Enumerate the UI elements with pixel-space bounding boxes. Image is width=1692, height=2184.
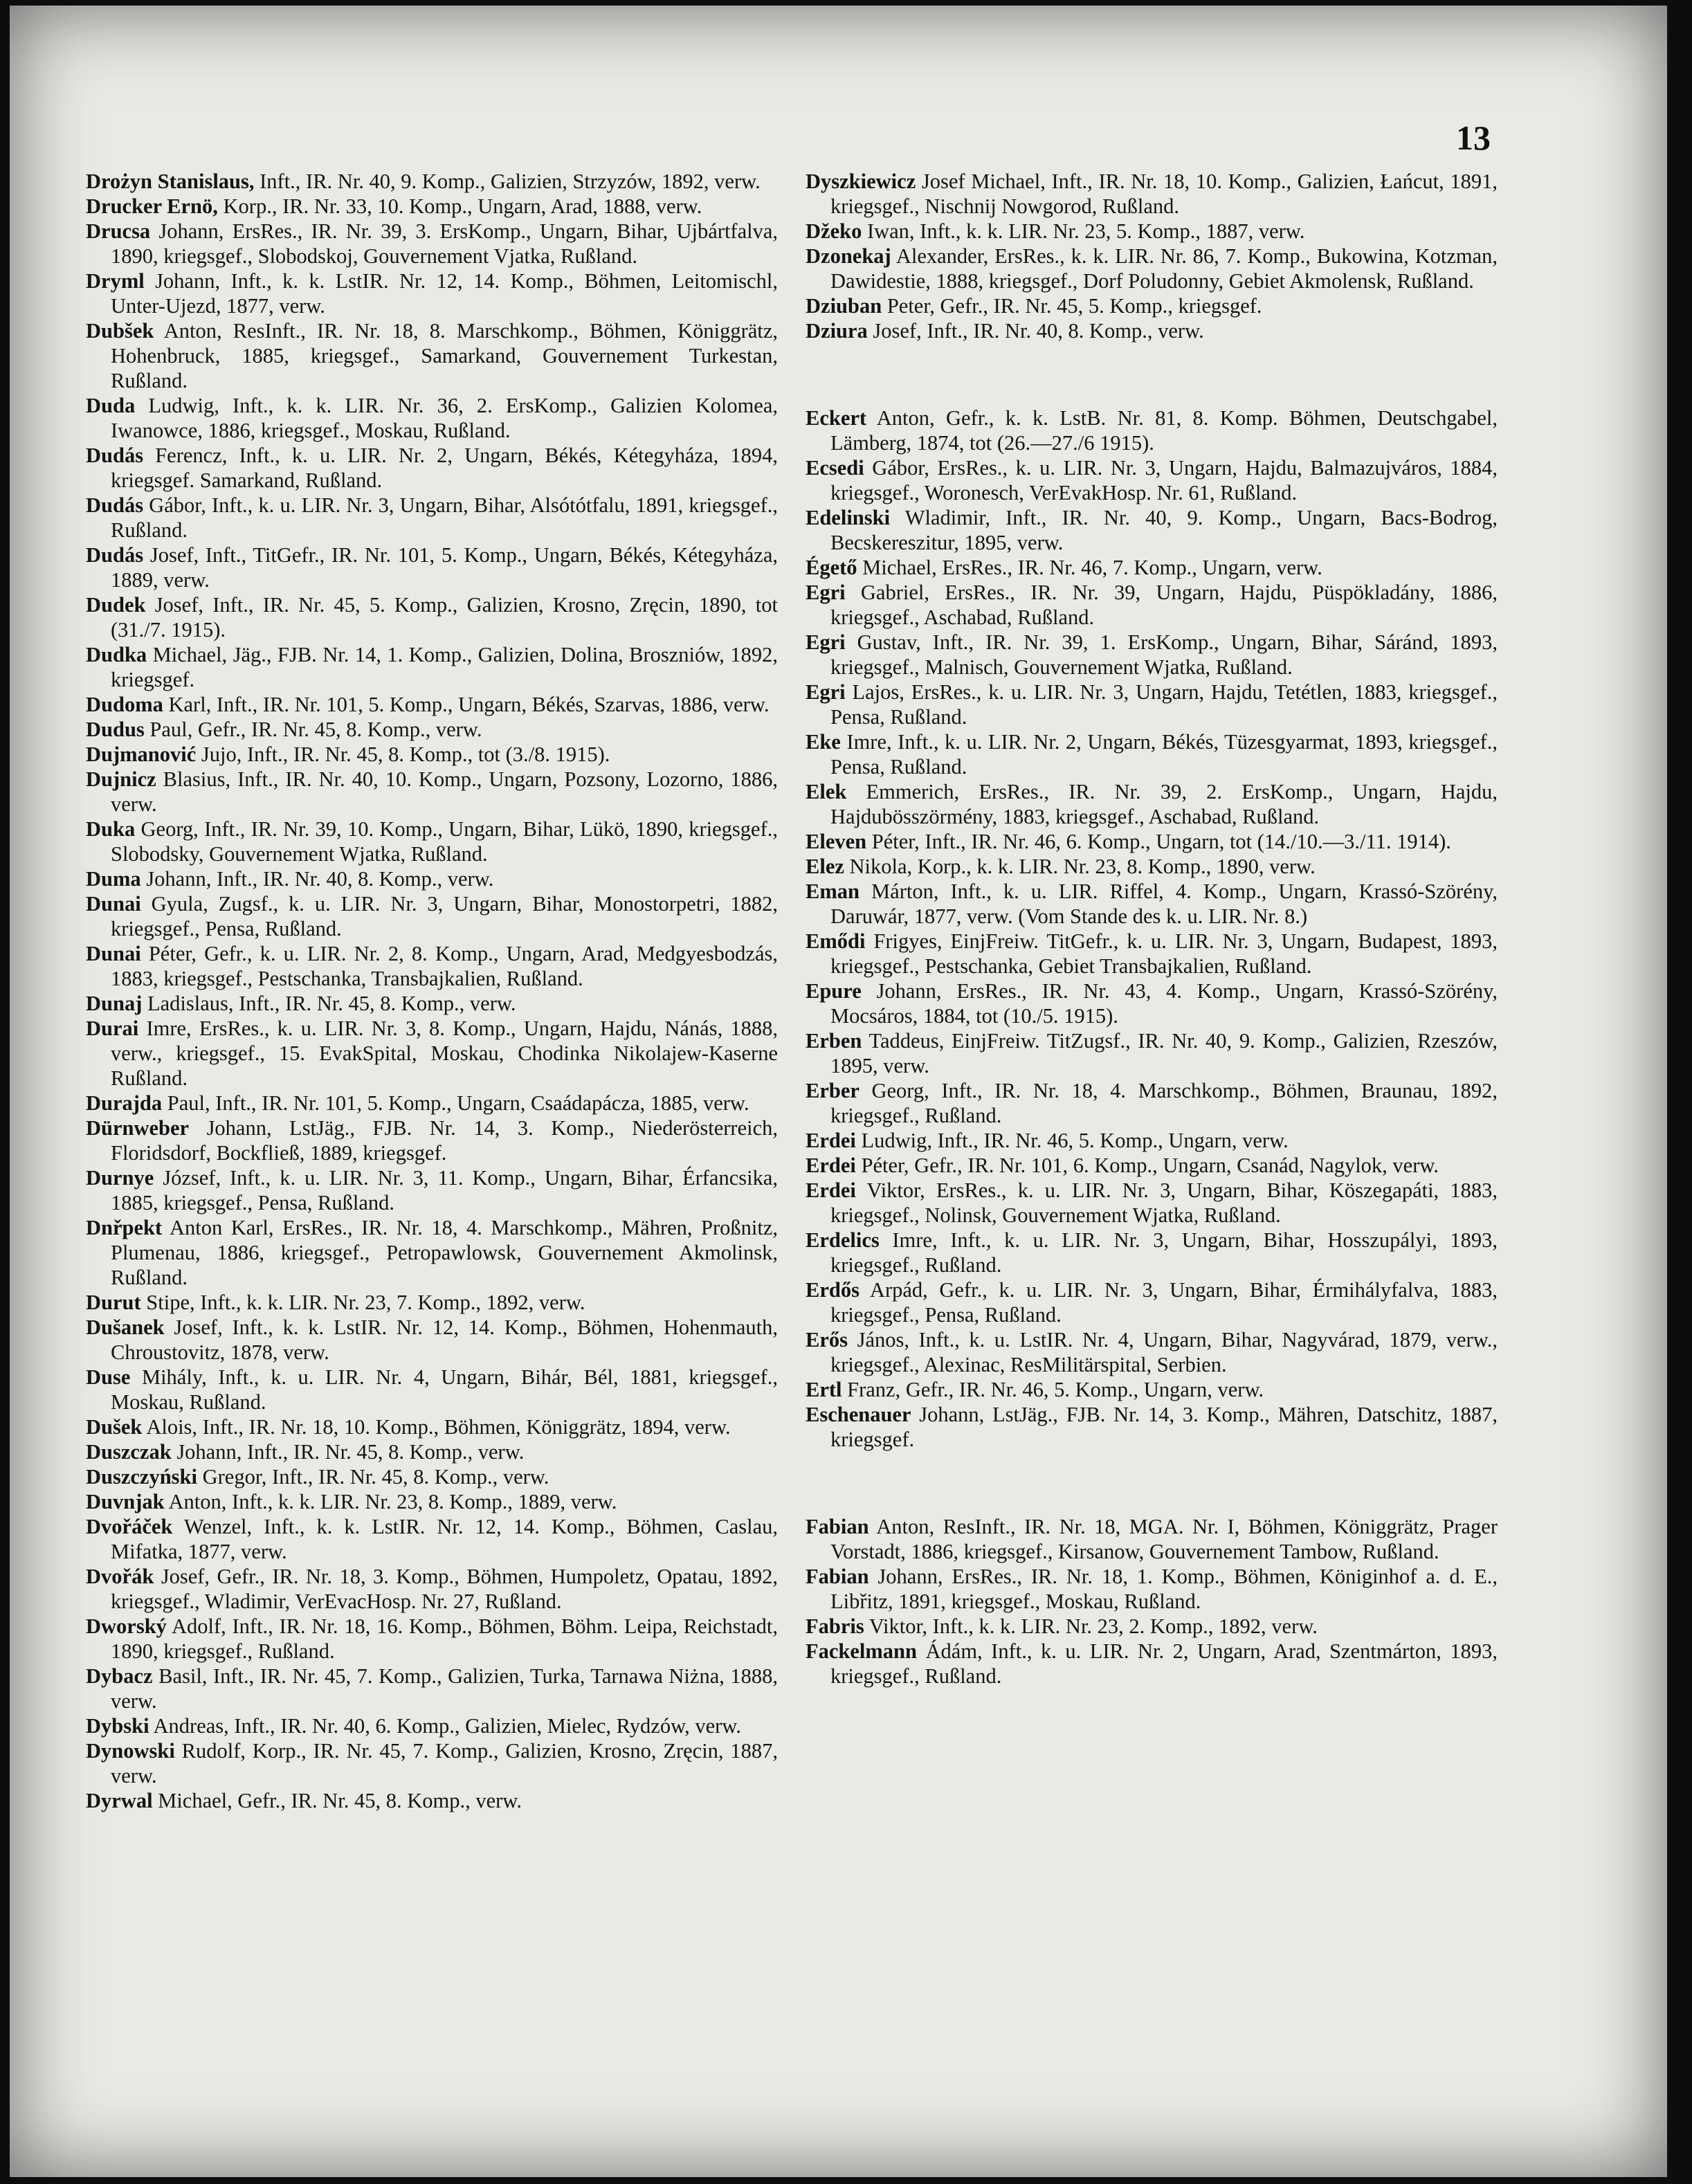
entry-surname: Dryml bbox=[86, 269, 145, 293]
register-entry bbox=[86, 1464, 778, 1489]
entry-details: Rudolf, Korp., IR. Nr. 45, 7. Komp., Galizien, Krosno, Zręcin, 1887, verw. bbox=[111, 1739, 778, 1787]
register-entry bbox=[806, 680, 1498, 729]
entry-details: Imre, Inft., k. u. LIR. Nr. 3, Ungarn, Bihar, Hosszupályi, 1893, kriegsgef., Rußland. bbox=[830, 1228, 1498, 1277]
entry-surname: Eckert bbox=[806, 406, 867, 430]
entry-details: Gábor, ErsRes., k. u. LIR. Nr. 3, Ungarn, Hajdu, Balmazujváros, 1884, kriegsgef., Woronesch, VerEvakHosp. Nr. 61, Rußland. bbox=[830, 456, 1498, 504]
entry-surname: Drucsa bbox=[86, 219, 151, 243]
entry-details: Arpád, Gefr., k. u. LIR. Nr. 3, Ungarn, Bihar, Érmihályfalva, 1883, kriegsgef., Pensa, Rußland. bbox=[830, 1278, 1498, 1327]
register-entry bbox=[806, 1639, 1498, 1689]
register-entry bbox=[806, 1228, 1498, 1277]
register-entry bbox=[86, 493, 778, 543]
register-entry bbox=[86, 592, 778, 642]
entry-details: Michael, ErsRes., IR. Nr. 46, 7. Komp., Ungarn, verw. bbox=[862, 556, 1322, 579]
register-entry bbox=[86, 443, 778, 493]
entry-details: Imre, Inft., k. u. LIR. Nr. 2, Ungarn, Békés, Tüzesgyarmat, 1893, kriegsgef., Pensa, Rußland. bbox=[830, 730, 1498, 779]
register-entry bbox=[806, 555, 1498, 580]
entry-surname: Duse bbox=[86, 1365, 131, 1389]
entry-details: Anton, ResInft., IR. Nr. 18, 8. Marschkomp., Böhmen, Königgrätz, Hohenbruck, 1885, kriegsgef., Samarkand, Gouvernement Turkestan, Rußland. bbox=[111, 319, 778, 392]
entry-surname: Dvořáček bbox=[86, 1515, 173, 1538]
entry-surname: Durnye bbox=[86, 1166, 154, 1190]
entry-surname: Dudka bbox=[86, 643, 147, 666]
entry-details: Péter, Inft., IR. Nr. 46, 6. Komp., Ungarn, tot (14./10.—3./11. 1914). bbox=[871, 830, 1451, 853]
register-entry bbox=[86, 991, 778, 1016]
register-entry bbox=[806, 505, 1498, 555]
entry-surname: Dvořák bbox=[86, 1565, 154, 1588]
register-entry bbox=[86, 642, 778, 692]
register-entry bbox=[86, 1414, 778, 1439]
entry-surname: Dnřpekt bbox=[86, 1216, 163, 1239]
entry-surname: Egri bbox=[806, 581, 846, 604]
register-entry bbox=[806, 1078, 1498, 1128]
register-entry bbox=[86, 269, 778, 318]
register-entry bbox=[86, 1016, 778, 1091]
register-entry bbox=[86, 1365, 778, 1414]
register-entry bbox=[806, 1377, 1498, 1402]
entry-details: Johann, Inft., IR. Nr. 45, 8. Komp., verw. bbox=[176, 1440, 525, 1464]
entry-surname: Dzonekaj bbox=[806, 244, 891, 268]
entry-details: Johann, ErsRes., IR. Nr. 18, 1. Komp., Böhmen, Königinhof a. d. E., Libřitz, 1891, kriegsgef., Moskau, Rußland. bbox=[830, 1565, 1498, 1613]
entry-details: Gabriel, ErsRes., IR. Nr. 39, Ungarn, Hajdu, Püspökladány, 1886, kriegsgef., Aschabad, Rußland. bbox=[830, 581, 1498, 629]
entry-surname: Erős bbox=[806, 1328, 848, 1352]
entry-details: Frigyes, EinjFreiw. TitGefr., k. u. LIR. Nr. 3, Ungarn, Budapest, 1893, kriegsgef., Pestschanka, Gebiet Transbajkalien, Rußland. bbox=[830, 929, 1498, 978]
entry-details: Josef, Gefr., IR. Nr. 18, 3. Komp., Böhmen, Humpoletz, Opatau, 1892, kriegsgef., Wladimir, VerEvacHosp. Nr. 27, Rußland. bbox=[111, 1565, 778, 1613]
register-entry bbox=[806, 318, 1498, 343]
entry-surname: Erdei bbox=[806, 1129, 856, 1152]
entry-details: Johann, LstJäg., FJB. Nr. 14, 3. Komp., Mähren, Datschitz, 1887, kriegsgef. bbox=[830, 1403, 1498, 1451]
entry-details: Gábor, Inft., k. u. LIR. Nr. 3, Ungarn, Bihar, Alsótótfalu, 1891, kriegsgef., Rußland. bbox=[111, 493, 779, 542]
entry-details: Anton Karl, ErsRes., IR. Nr. 18, 4. Marschkomp., Mähren, Proßnitz, Plumenau, 1886, kriegsgef., Petropawlowsk, Gouvernement Akmolinsk, Rußland. bbox=[111, 1216, 778, 1289]
entry-surname: Eleven bbox=[806, 830, 867, 853]
register-entry bbox=[806, 244, 1498, 293]
entry-details: Mihály, Inft., k. u. LIR. Nr. 4, Ungarn, Bihár, Bél, 1881, kriegsgef., Moskau, Rußland. bbox=[111, 1365, 779, 1414]
entry-details: József, Inft., k. u. LIR. Nr. 3, 11. Komp., Ungarn, Bihar, Érfancsika, 1885, kriegsgef., Pensa, Rußland. bbox=[111, 1166, 779, 1214]
entry-surname: Duszczyński bbox=[86, 1465, 197, 1489]
entry-details: Márton, Inft., k. u. LIR. Riffel, 4. Komp., Ungarn, Krassó-Szörény, Daruwár, 1877, verw. (Vom Stande des k. u. LIR. Nr. 8.) bbox=[830, 880, 1498, 928]
entry-details: Stipe, Inft., k. k. LIR. Nr. 23, 7. Komp., 1892, verw. bbox=[146, 1291, 585, 1314]
entry-details: Paul, Gefr., IR. Nr. 45, 8. Komp., verw. bbox=[149, 718, 482, 741]
entry-details: Anton, Inft., k. k. LIR. Nr. 23, 8. Komp., 1889, verw. bbox=[168, 1490, 617, 1513]
entry-details: Anton, Gefr., k. k. LstB. Nr. 81, 8. Komp. Böhmen, Deutschgabel, Lämberg, 1874, tot (26.—27./6 1915). bbox=[830, 406, 1498, 455]
register-entry bbox=[86, 1564, 778, 1614]
entry-details: Imre, ErsRes., k. u. LIR. Nr. 3, 8. Komp., Ungarn, Hajdu, Nánás, 1888, verw., kriegsgef., 15. EvakSpital, Moskau, Chodinka Nikolajew-Kaserne Rußland. bbox=[111, 1017, 779, 1090]
entry-details: Viktor, Inft., k. k. LIR. Nr. 23, 2. Komp., 1892, verw. bbox=[868, 1614, 1318, 1638]
entry-surname: Elez bbox=[806, 855, 844, 878]
entry-surname: Dujnicz bbox=[86, 767, 156, 791]
register-entry bbox=[806, 580, 1498, 630]
entry-surname: Duvnjak bbox=[86, 1490, 165, 1513]
register-entry bbox=[86, 767, 778, 817]
entry-surname: Dudás bbox=[86, 444, 144, 467]
entry-details: Andreas, Inft., IR. Nr. 40, 6. Komp., Galizien, Mielec, Rydzów, verw. bbox=[153, 1714, 741, 1738]
entry-details: Blasius, Inft., IR. Nr. 40, 10. Komp., Ungarn, Pozsony, Lozorno, 1886, verw. bbox=[111, 767, 778, 816]
entry-surname: Dyszkiewicz bbox=[806, 170, 916, 193]
register-entry bbox=[806, 879, 1498, 929]
entry-surname: Dudás bbox=[86, 543, 144, 567]
entry-surname: Erdős bbox=[806, 1278, 859, 1302]
entry-surname: Dziuban bbox=[806, 294, 882, 318]
register-entry bbox=[806, 1128, 1498, 1153]
register-entry bbox=[86, 1091, 778, 1116]
entry-details: Josef, Inft., TitGefr., IR. Nr. 101, 5. Komp., Ungarn, Békés, Kétegyháza, 1889, verw. bbox=[111, 543, 778, 592]
register-entry bbox=[86, 1116, 778, 1165]
register-entry bbox=[86, 1664, 778, 1713]
entry-surname: Dušek bbox=[86, 1415, 143, 1439]
entry-surname: Duda bbox=[86, 394, 136, 417]
entry-details: Josef, Inft., k. k. LstIR. Nr. 12, 14. Komp., Böhmen, Hohenmauth, Chroustovitz, 1878, verw. bbox=[111, 1316, 778, 1364]
entry-surname: Eman bbox=[806, 880, 859, 903]
entry-surname: Eke bbox=[806, 730, 841, 754]
page-number: 13 bbox=[1456, 118, 1491, 157]
entry-surname: Eschenauer bbox=[806, 1403, 911, 1426]
entry-surname: Ertl bbox=[806, 1378, 842, 1401]
entry-details: Gregor, Inft., IR. Nr. 45, 8. Komp., verw. bbox=[202, 1465, 549, 1489]
entry-surname: Fackelmann bbox=[806, 1639, 917, 1663]
entry-details: Johann, Inft., IR. Nr. 40, 8. Komp., verw. bbox=[146, 867, 494, 891]
entry-details: Franz, Gefr., IR. Nr. 46, 5. Komp., Ungarn, verw. bbox=[847, 1378, 1264, 1401]
entry-details: Ferencz, Inft., k. u. LIR. Nr. 2, Ungarn, Békés, Kétegyháza, 1894, kriegsgef. Samarkand, Rußland. bbox=[111, 444, 778, 492]
entry-surname: Erdei bbox=[806, 1154, 856, 1177]
register-entry bbox=[86, 742, 778, 767]
entry-details: Georg, Inft., IR. Nr. 18, 4. Marschkomp., Böhmen, Braunau, 1892, kriegsgef., Rußland. bbox=[830, 1079, 1498, 1127]
entry-surname: Džeko bbox=[806, 219, 862, 243]
entry-details: Peter, Gefr., IR. Nr. 45, 5. Komp., kriegsgef. bbox=[886, 294, 1262, 318]
register-entry bbox=[86, 318, 778, 393]
entry-surname: Dworský bbox=[86, 1614, 167, 1638]
register-entry bbox=[806, 1028, 1498, 1078]
register-entry bbox=[806, 729, 1498, 779]
entry-details: Péter, Gefr., k. u. LIR. Nr. 2, 8. Komp., Ungarn, Arad, Medgyesbodzás, 1883, kriegsgef., Pestschanka, Transbajkalien, Rußland. bbox=[111, 942, 778, 990]
register-entry bbox=[806, 1402, 1498, 1452]
register-entry bbox=[806, 779, 1498, 829]
register-entry bbox=[86, 1514, 778, 1564]
entry-surname: Erben bbox=[806, 1029, 862, 1053]
entry-surname: Durut bbox=[86, 1291, 141, 1314]
entry-surname: Dunai bbox=[86, 942, 141, 965]
entry-details: Gyula, Zugsf., k. u. LIR. Nr. 3, Ungarn, Bihar, Monostorpetri, 1882, kriegsgef., Pensa, Rußland. bbox=[111, 892, 778, 940]
register-entry bbox=[86, 1290, 778, 1315]
entry-details: János, Inft., k. u. LstIR. Nr. 4, Ungarn, Bihar, Nagyvárad, 1879, verw., kriegsgef., Alexinac, ResMilitärspital, Serbien. bbox=[830, 1328, 1498, 1376]
left-column bbox=[86, 169, 778, 1813]
entry-details: Inft., IR. Nr. 40, 9. Komp., Galizien, Strzyzów, 1892, verw. bbox=[260, 170, 761, 193]
register-entry bbox=[806, 1614, 1498, 1639]
register-entry bbox=[806, 1277, 1498, 1327]
register-entry bbox=[86, 1315, 778, 1365]
entry-details: Johann, LstJäg., FJB. Nr. 14, 3. Komp., Niederösterreich, Floridsdorf, Bockfließ, 1889, kriegsgef. bbox=[111, 1116, 779, 1165]
right-column bbox=[806, 169, 1498, 1689]
entry-details: Karl, Inft., IR. Nr. 101, 5. Komp., Ungarn, Békés, Szarvas, 1886, verw. bbox=[168, 693, 770, 716]
entry-details: Emmerich, ErsRes., IR. Nr. 39, 2. ErsKomp., Ungarn, Hajdu, Hajdubösszörmény, 1883, kriegsgef., Aschabad, Rußland. bbox=[830, 780, 1498, 828]
register-entry bbox=[86, 1738, 778, 1788]
entry-surname: Égető bbox=[806, 556, 857, 579]
entry-surname: Ecsedi bbox=[806, 456, 864, 480]
entry-surname: Egri bbox=[806, 680, 846, 704]
register-entry bbox=[806, 455, 1498, 505]
entry-details: Iwan, Inft., k. k. LIR. Nr. 23, 5. Komp., 1887, verw. bbox=[866, 219, 1305, 243]
entry-details: Ladislaus, Inft., IR. Nr. 45, 8. Komp., verw. bbox=[147, 992, 516, 1015]
entry-surname: Erdei bbox=[806, 1179, 856, 1202]
entry-details: Ádám, Inft., k. u. LIR. Nr. 2, Ungarn, Arad, Szentmárton, 1893, kriegsgef., Rußland. bbox=[830, 1639, 1498, 1688]
entry-surname: Fabris bbox=[806, 1614, 864, 1638]
entry-details: Gustav, Inft., IR. Nr. 39, 1. ErsKomp., Ungarn, Bihar, Sáránd, 1893, kriegsgef., Malnisch, Gouvernement Wjatka, Rußland. bbox=[830, 630, 1498, 679]
entry-surname: Dušanek bbox=[86, 1316, 165, 1339]
register-entry bbox=[806, 630, 1498, 680]
entry-details: Lajos, ErsRes., k. u. LIR. Nr. 3, Ungarn, Hajdu, Tetétlen, 1883, kriegsgef., Pensa, Rußland. bbox=[830, 680, 1498, 729]
register-entry bbox=[806, 854, 1498, 879]
register-entry bbox=[86, 1788, 778, 1813]
register-entry bbox=[86, 891, 778, 941]
entry-surname: Epure bbox=[806, 979, 862, 1003]
register-entry bbox=[86, 1215, 778, 1290]
register-entry bbox=[806, 1178, 1498, 1228]
entry-surname: Dudek bbox=[86, 593, 146, 617]
entry-surname: Durai bbox=[86, 1017, 139, 1040]
register-entry bbox=[806, 406, 1498, 455]
entry-surname: Duszczak bbox=[86, 1440, 172, 1464]
register-entry bbox=[806, 169, 1498, 219]
entry-details: Josef Michael, Inft., IR. Nr. 18, 10. Komp., Galizien, Łańcut, 1891, kriegsgef., Nischnij Nowgorod, Rußland. bbox=[830, 170, 1498, 218]
entry-surname: Dybski bbox=[86, 1714, 149, 1738]
register-entry bbox=[806, 1153, 1498, 1178]
entry-surname: Dudoma bbox=[86, 693, 163, 716]
entry-details: Ludwig, Inft., IR. Nr. 46, 5. Komp., Ungarn, verw. bbox=[861, 1129, 1289, 1152]
entry-surname: Dubšek bbox=[86, 319, 154, 343]
register-entry bbox=[86, 1439, 778, 1464]
register-entry bbox=[86, 1165, 778, 1215]
register-entry bbox=[806, 1327, 1498, 1377]
entry-details: Adolf, Inft., IR. Nr. 18, 16. Komp., Böhmen, Böhm. Leipa, Reichstadt, 1890, kriegsgef., Rußland. bbox=[111, 1614, 778, 1663]
register-entry bbox=[86, 941, 778, 991]
entry-details: Alois, Inft., IR. Nr. 18, 10. Komp., Böhmen, Königgrätz, 1894, verw. bbox=[146, 1415, 731, 1439]
entry-details: Péter, Gefr., IR. Nr. 101, 6. Komp., Ungarn, Csanád, Nagylok, verw. bbox=[861, 1154, 1439, 1177]
register-entry bbox=[86, 717, 778, 742]
entry-surname: Emődi bbox=[806, 929, 866, 953]
entry-surname: Elek bbox=[806, 780, 847, 803]
entry-details: Paul, Inft., IR. Nr. 101, 5. Komp., Ungarn, Csaádapácza, 1885, verw. bbox=[167, 1091, 749, 1115]
register-entry bbox=[86, 1713, 778, 1738]
entry-surname: Dudus bbox=[86, 718, 145, 741]
entry-surname: Dybacz bbox=[86, 1664, 153, 1688]
register-entry bbox=[806, 979, 1498, 1028]
entry-details: Jujo, Inft., IR. Nr. 45, 8. Komp., tot (3./8. 1915). bbox=[201, 743, 610, 766]
register-entry bbox=[806, 929, 1498, 979]
entry-details: Nikola, Korp., k. k. LIR. Nr. 23, 8. Komp., 1890, verw. bbox=[849, 855, 1316, 878]
entry-surname: Drożyn Stanislaus, bbox=[86, 170, 255, 193]
entry-surname: Dyrwal bbox=[86, 1789, 153, 1812]
entry-details: Michael, Jäg., FJB. Nr. 14, 1. Komp., Galizien, Dolina, Broszniów, 1892, kriegsgef. bbox=[111, 643, 778, 691]
entry-details: Josef, Inft., IR. Nr. 45, 5. Komp., Galizien, Krosno, Zręcin, 1890, tot (31./7. 1915). bbox=[111, 593, 778, 641]
entry-details: Taddeus, EinjFreiw. TitZugsf., IR. Nr. 40, 9. Komp., Galizien, Rzeszów, 1895, verw. bbox=[830, 1029, 1498, 1077]
register-entry bbox=[806, 1564, 1498, 1614]
entry-surname: Erdelics bbox=[806, 1228, 880, 1252]
entry-details: Wenzel, Inft., k. k. LstIR. Nr. 12, 14. Komp., Böhmen, Caslau, Mifatka, 1877, verw. bbox=[111, 1515, 779, 1563]
register-entry bbox=[86, 692, 778, 717]
entry-details: Wladimir, Inft., IR. Nr. 40, 9. Komp., Ungarn, Bacs-Bodrog, Becskereszitur, 1895, verw. bbox=[830, 506, 1498, 554]
register-entry bbox=[86, 543, 778, 592]
entry-details: Johann, ErsRes., IR. Nr. 43, 4. Komp., Ungarn, Krassó-Szörény, Mocsáros, 1884, tot (10./5. 1915). bbox=[830, 979, 1498, 1028]
entry-surname: Dunai bbox=[86, 892, 141, 916]
entry-surname: Dynowski bbox=[86, 1739, 175, 1763]
entry-details: Michael, Gefr., IR. Nr. 45, 8. Komp., verw. bbox=[158, 1789, 522, 1812]
entry-details: Josef, Inft., IR. Nr. 40, 8. Komp., verw. bbox=[873, 319, 1204, 343]
entry-surname: Dujmanović bbox=[86, 743, 197, 766]
entry-details: Anton, ResInft., IR. Nr. 18, MGA. Nr. I, Böhmen, Königgrätz, Prager Vorstadt, 1886, kriegsgef., Kirsanow, Gouvernement Tambow, Rußland. bbox=[830, 1515, 1498, 1563]
entry-surname: Dziura bbox=[806, 319, 868, 343]
entry-surname: Drucker Ernö, bbox=[86, 194, 218, 218]
entry-surname: Duka bbox=[86, 817, 136, 841]
register-entry bbox=[806, 829, 1498, 854]
entry-surname: Egri bbox=[806, 630, 846, 654]
document-page bbox=[10, 6, 1667, 2177]
register-entry bbox=[86, 1489, 778, 1514]
entry-surname: Edelinski bbox=[806, 506, 891, 529]
register-entry bbox=[806, 219, 1498, 244]
register-entry bbox=[86, 393, 778, 443]
entry-details: Johann, Inft., k. k. LstIR. Nr. 12, 14. Komp., Böhmen, Leitomischl, Unter-Ujezd, 1877, verw. bbox=[111, 269, 778, 318]
register-entry bbox=[86, 866, 778, 891]
entry-details: Georg, Inft., IR. Nr. 39, 10. Komp., Ungarn, Bihar, Lükö, 1890, kriegsgef., Slobodsky, Gouvernement Wjatka, Rußland. bbox=[111, 817, 778, 866]
entry-surname: Fabian bbox=[806, 1515, 869, 1538]
register-entry bbox=[86, 817, 778, 866]
entry-details: Alexander, ErsRes., k. k. LIR. Nr. 86, 7. Komp., Bukowina, Kotzman, Dawidestie, 1888, kriegsgef., Dorf Poludonny, Gebiet Akmolensk, Rußland. bbox=[830, 244, 1498, 293]
entry-surname: Duma bbox=[86, 867, 141, 891]
entry-surname: Dürnweber bbox=[86, 1116, 190, 1140]
entry-details: Viktor, ErsRes., k. u. LIR. Nr. 3, Ungarn, Bihar, Köszegapáti, 1883, kriegsgef., Nolinsk, Gouvernement Wjatka, Rußland. bbox=[830, 1179, 1498, 1227]
entry-surname: Dudás bbox=[86, 493, 144, 517]
entry-details: Johann, ErsRes., IR. Nr. 39, 3. ErsKomp., Ungarn, Bihar, Ujbártfalva, 1890, kriegsgef., Slobodskoj, Gouvernement Vjatka, Rußland. bbox=[111, 219, 779, 268]
register-entry bbox=[806, 1514, 1498, 1564]
entry-details: Ludwig, Inft., k. k. LIR. Nr. 36, 2. ErsKomp., Galizien Kolomea, Iwanowce, 1886, kriegsgef., Moskau, Rußland. bbox=[111, 394, 778, 442]
entry-surname: Durajda bbox=[86, 1091, 163, 1115]
entry-surname: Erber bbox=[806, 1079, 859, 1102]
entry-details: Korp., IR. Nr. 33, 10. Komp., Ungarn, Arad, 1888, verw. bbox=[223, 194, 702, 218]
entry-details: Basil, Inft., IR. Nr. 45, 7. Komp., Galizien, Turka, Tarnawa Niżna, 1888, verw. bbox=[111, 1664, 779, 1713]
register-entry bbox=[806, 293, 1498, 318]
entry-surname: Dunaj bbox=[86, 992, 143, 1015]
register-entry bbox=[86, 194, 778, 219]
register-entry bbox=[86, 219, 778, 269]
register-entry bbox=[86, 1614, 778, 1664]
register-entry bbox=[86, 169, 778, 194]
entry-surname: Fabian bbox=[806, 1565, 869, 1588]
